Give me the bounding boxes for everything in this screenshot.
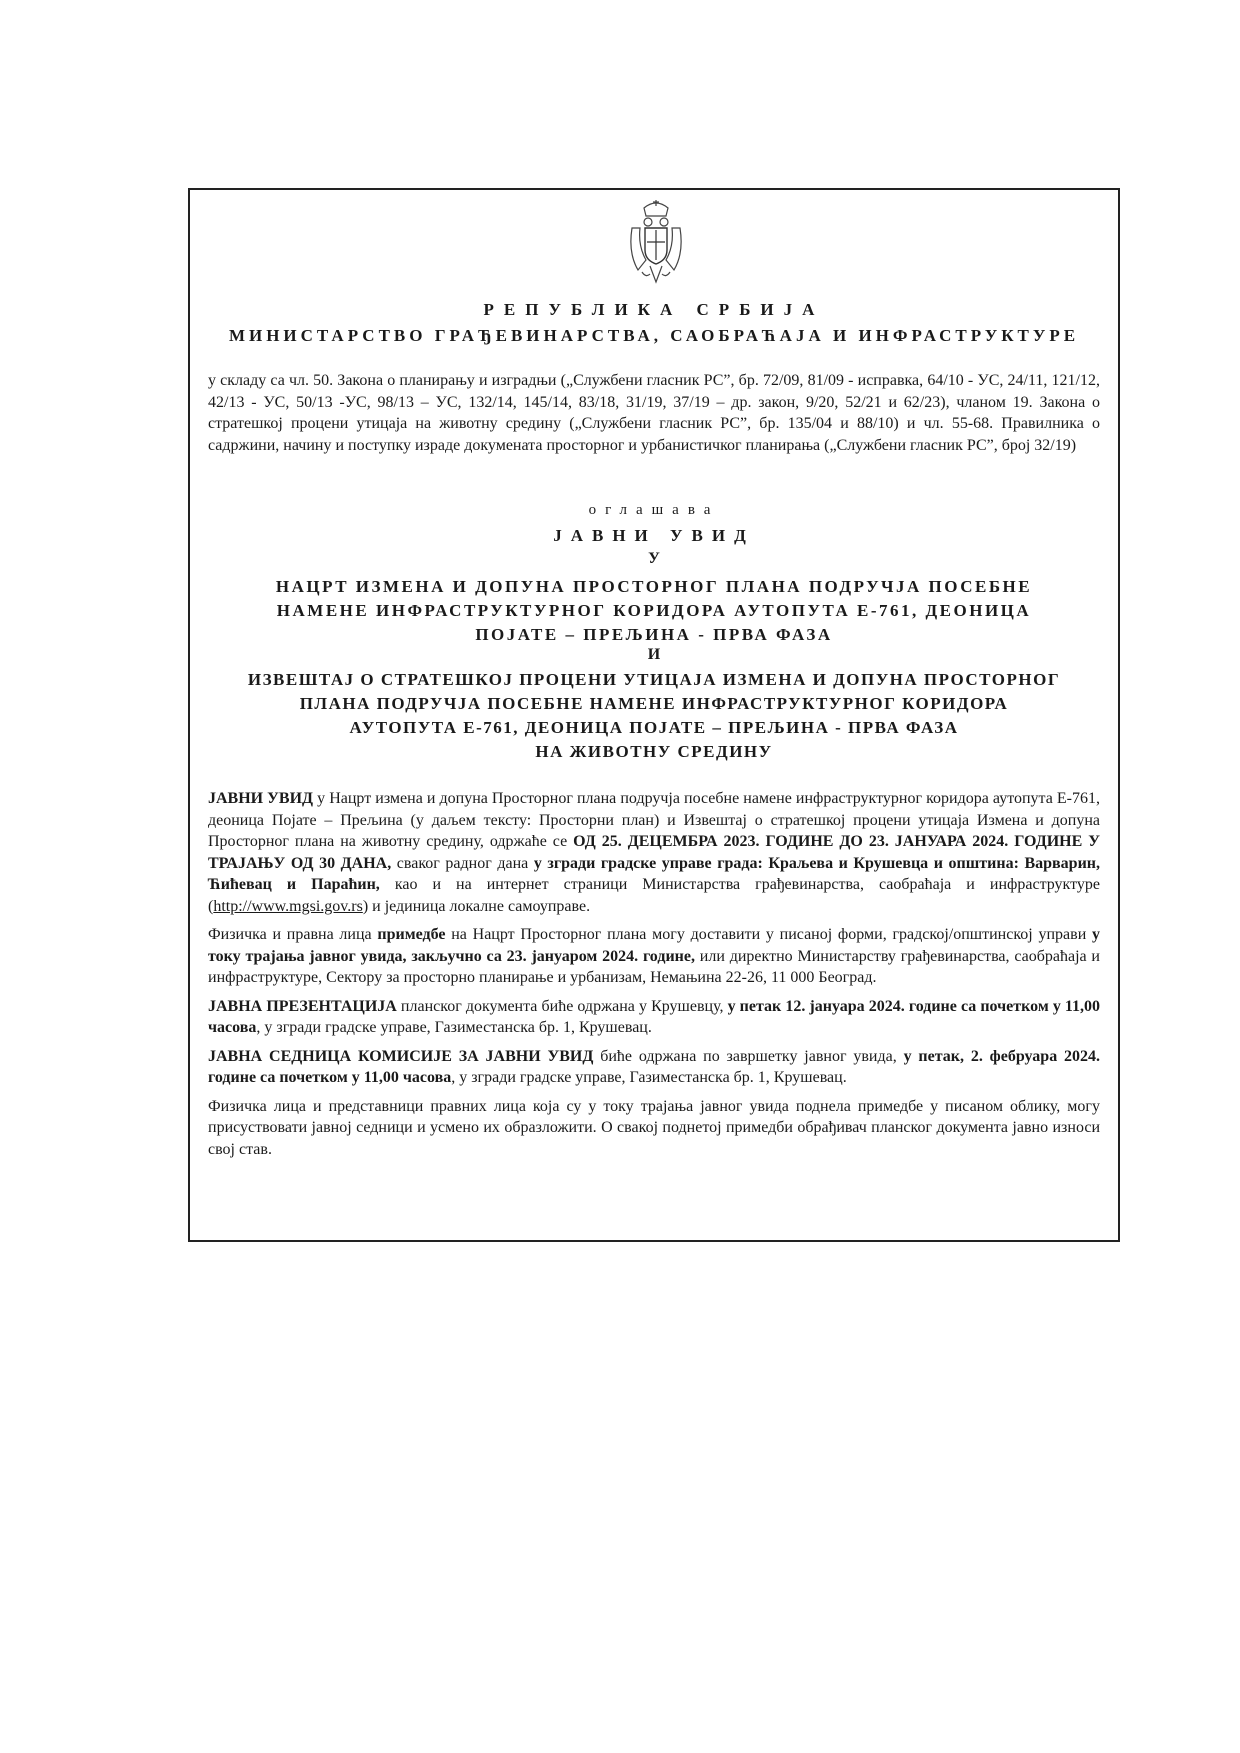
public-review-paragraph — [208, 788, 1100, 917]
text-span: , у згради градске управе, Газиместанска бр. 1, Крушевац. — [256, 1019, 652, 1036]
draft-title-line: ПОЈАТЕ – ПРЕЉИНА - ПРВА ФАЗА — [475, 625, 833, 644]
report-title — [190, 668, 1118, 764]
report-title-line: АУТОПУТА Е-761, ДЕОНИЦА ПОЈАТЕ – ПРЕЉИНА - ПРВА ФАЗА — [349, 718, 959, 737]
session-datetime: у петак, 2. фебруара 2024. године са почетком у 11,00 часова — [208, 1047, 1101, 1086]
public-notice — [188, 188, 1120, 1242]
draft-title-line: НАМЕНЕ ИНФРАСТРУКТУРНОГ КОРИДОРА АУТОПУТА Е-761, ДЕОНИЦА — [276, 601, 1032, 620]
text-span: као и на интернет страници Министарства грађевинарства, саобраћаја и инфраструктуре ( — [208, 876, 1100, 915]
remarks-term: примедбе — [377, 926, 446, 943]
presentation-lead: ЈАВНА ПРЕЗЕНТАЦИЈА — [208, 997, 397, 1015]
remarks-deadline: у току трајања јавног увида, закључно са 23. јануаром 2024. године, — [208, 926, 1100, 965]
text-span: биће одржана по завршетку јавног увида, — [593, 1047, 904, 1065]
text-span: или директно Министарству грађевинарства, саобраћаја и инфраструктуре, Сектору за просторно планирање и урбанизам, Немањина 22-26, 11 000 Београд. — [208, 947, 1100, 986]
participation-paragraph: Физичка лица и представници правних лица која су у току трајања јавног увида поднела примедбе у писаном облику, могу присуствовати јавној седници и усмено их образложити. О свакој поднетој примедби обрађивач планског документа јавно износи свој став. — [208, 1097, 1100, 1158]
republic-heading: РЕПУБЛИКА СРБИЈА — [483, 300, 825, 319]
preposition-u: У — [648, 550, 660, 567]
announces-label: оглашава — [588, 502, 720, 518]
text-span: сваког радног дана — [391, 854, 534, 872]
text-span: ) и јединица локалне самоуправе. — [362, 897, 591, 915]
ministry-heading: МИНИСТАРСТВО ГРАЂЕВИНАРСТВА, САОБРАЋАЈА И ИНФРАСТРУКТУРЕ — [228, 326, 1080, 345]
review-places: у згради градске управе града: Краљева и Крушевца и општина: Варварин, Ћићевац и Параћин, — [208, 854, 1101, 893]
legal-basis-paragraph: у складу са чл. 50. Закона о планирању и изградњи („Службени гласник РС”, бр. 72/09, 81/09 - исправка, 64/10 - УС, 24/11, 121/12, 42/13 - УС, 50/13 -УС, 98/13 – УС, 132/14, 145/14, 83/18, 31/19, 37/19 – др. закон, 9/20, 52/21 и 62/23), чланом 19. Закона о стратешкој процени утицаја на животну средину („Службени гласник РС”, бр. 135/04 и 88/10) и чл. 55-68. Правилника о садржини, начину и поступку израде докумената просторног и урбанистичког планирања („Службени гласник РС”, број 32/19) — [208, 372, 1100, 454]
notice-body — [208, 788, 1100, 1167]
draft-title-line: НАЦРТ ИЗМЕНА И ДОПУНА ПРОСТОРНОГ ПЛАНА ПОДРУЧЈА ПОСЕБНЕ — [275, 577, 1033, 596]
report-title-line: ПЛАНА ПОДРУЧЈА ПОСЕБНЕ НАМЕНЕ ИНФРАСТРУКТУРНОГ КОРИДОРА — [299, 694, 1009, 713]
text-span: у Нацрт измена и допуна Просторног плана подручја посебне намене инфраструктурног коридора аутопута Е-761, деоница Појате – Прељина (у даљем тексту: Просторни план) и Извештај о стратешкој процени утицаја Измена и допуна Просторног плана на животну средину, одржаће се — [208, 790, 1101, 850]
ministry-website-link[interactable]: http://www.mgsi.gov.rs — [213, 897, 363, 915]
review-dates: ОД 25. ДЕЦЕМБРА 2023. ГОДИНЕ ДО 23. ЈАНУАРА 2024. ГОДИНЕ У ТРАЈАЊУ ОД 30 ДАНА, — [208, 833, 1100, 872]
presentation-paragraph — [208, 996, 1100, 1039]
serbian-coat-of-arms-icon — [626, 198, 686, 288]
text-span: планског документа биће одржана у Крушевцу, — [396, 997, 728, 1015]
report-title-line: НА ЖИВОТНУ СРЕДИНУ — [535, 742, 773, 761]
draft-plan-title — [190, 575, 1118, 647]
presentation-datetime: у петак 12. јануара 2024. године са почетком у 11,00 часова — [208, 997, 1101, 1036]
text-span: Физичка и правна лица — [208, 926, 378, 943]
remarks-paragraph — [208, 924, 1100, 989]
text-span: , у згради градске управе, Газиместанска бр. 1, Крушевац. — [451, 1069, 847, 1086]
report-title-line: ИЗВЕШТАЈ О СТРАТЕШКОЈ ПРОЦЕНИ УТИЦАЈА ИЗМЕНА И ДОПУНА ПРОСТОРНОГ — [247, 670, 1061, 689]
text-span: на Нацрт Просторног плана могу доставити у писаној форми, градској/општинској управи — [445, 926, 1092, 943]
public-review-lead: ЈАВНИ УВИД — [208, 790, 314, 807]
public-review-title: ЈАВНИ УВИД — [553, 526, 755, 545]
conjunction-and: И — [647, 646, 661, 663]
session-paragraph — [208, 1046, 1100, 1089]
session-lead: ЈАВНА СЕДНИЦА КОМИСИЈЕ ЗА ЈАВНИ УВИД — [208, 1047, 594, 1065]
